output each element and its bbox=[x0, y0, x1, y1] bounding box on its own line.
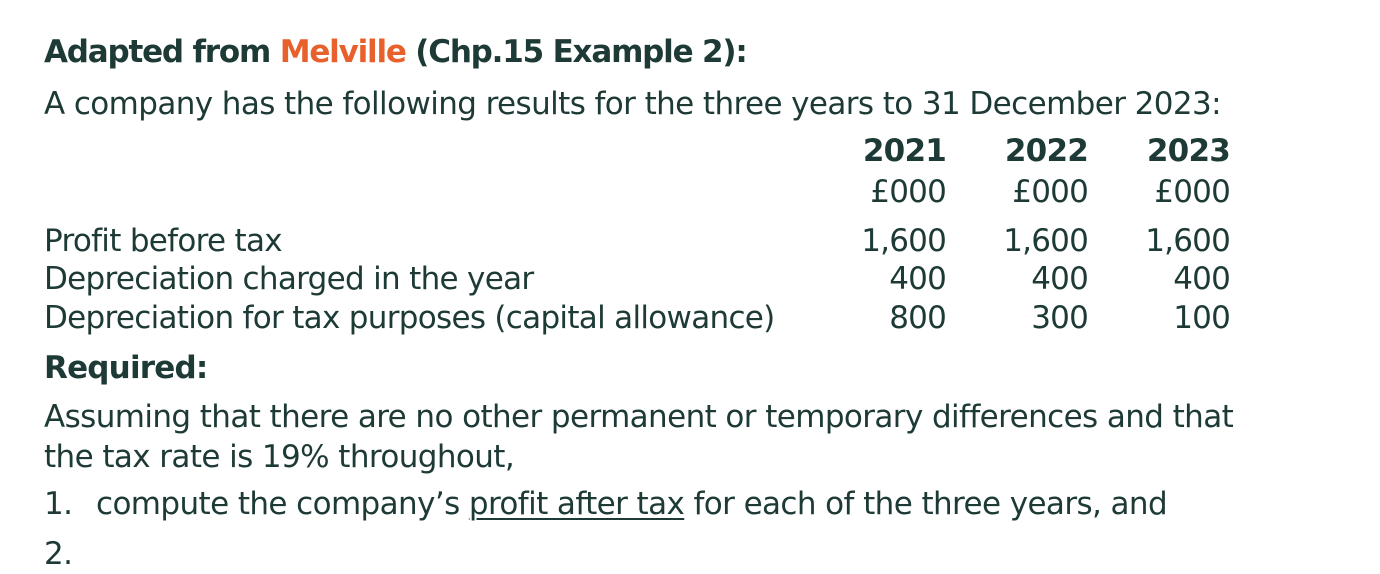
cell-capital-allowance-2023: 100 bbox=[1173, 300, 1230, 336]
heading-prefix: Adapted from bbox=[44, 34, 280, 70]
instruction-line-2: the tax rate is 19% throughout, bbox=[44, 439, 515, 475]
list-item bbox=[44, 484, 1167, 524]
cell-profit-2021: 1,600 bbox=[861, 223, 946, 259]
year-header-2022: 2022 bbox=[1004, 133, 1088, 169]
cell-capital-allowance-2022: 300 bbox=[1031, 300, 1088, 336]
cell-depreciation-2022: 400 bbox=[1031, 261, 1088, 297]
example-heading bbox=[44, 32, 747, 72]
heading-source-name: Melville bbox=[279, 34, 406, 70]
instruction-line-1: Assuming that there are no other permanent or temporary differences and that bbox=[44, 399, 1234, 435]
cell-depreciation-2021: 400 bbox=[889, 261, 946, 297]
cell-profit-2022: 1,600 bbox=[1003, 223, 1088, 259]
heading-suffix: (Chp.15 Example 2): bbox=[405, 34, 747, 70]
unit-header-2022: £000 bbox=[1012, 174, 1088, 210]
unit-header-2021: £000 bbox=[870, 174, 946, 210]
year-header-2021: 2021 bbox=[862, 133, 946, 169]
list-item-text-before: compute the company’s bbox=[96, 486, 469, 522]
intro-text: A company has the following results for the three years to 31 December 2023: bbox=[44, 86, 1221, 122]
list-item-number: 2. bbox=[44, 536, 73, 572]
list-item-underlined-term: profit after tax bbox=[468, 486, 685, 522]
row-label-depreciation-charged: Depreciation charged in the year bbox=[44, 261, 534, 297]
cell-depreciation-2023: 400 bbox=[1173, 261, 1230, 297]
row-label-capital-allowance: Depreciation for tax purposes (capital allowance) bbox=[44, 300, 775, 336]
year-header-2023: 2023 bbox=[1146, 133, 1230, 169]
list-item-text-after: for each of the three years, and bbox=[684, 486, 1168, 522]
cell-profit-2023: 1,600 bbox=[1145, 223, 1230, 259]
list-item-cut-off bbox=[44, 534, 72, 574]
list-item-number: 1. bbox=[44, 486, 73, 522]
cell-capital-allowance-2021: 800 bbox=[889, 300, 946, 336]
unit-header-2023: £000 bbox=[1154, 174, 1230, 210]
row-label-profit-before-tax: Profit before tax bbox=[44, 223, 282, 259]
required-label: Required: bbox=[44, 350, 208, 386]
